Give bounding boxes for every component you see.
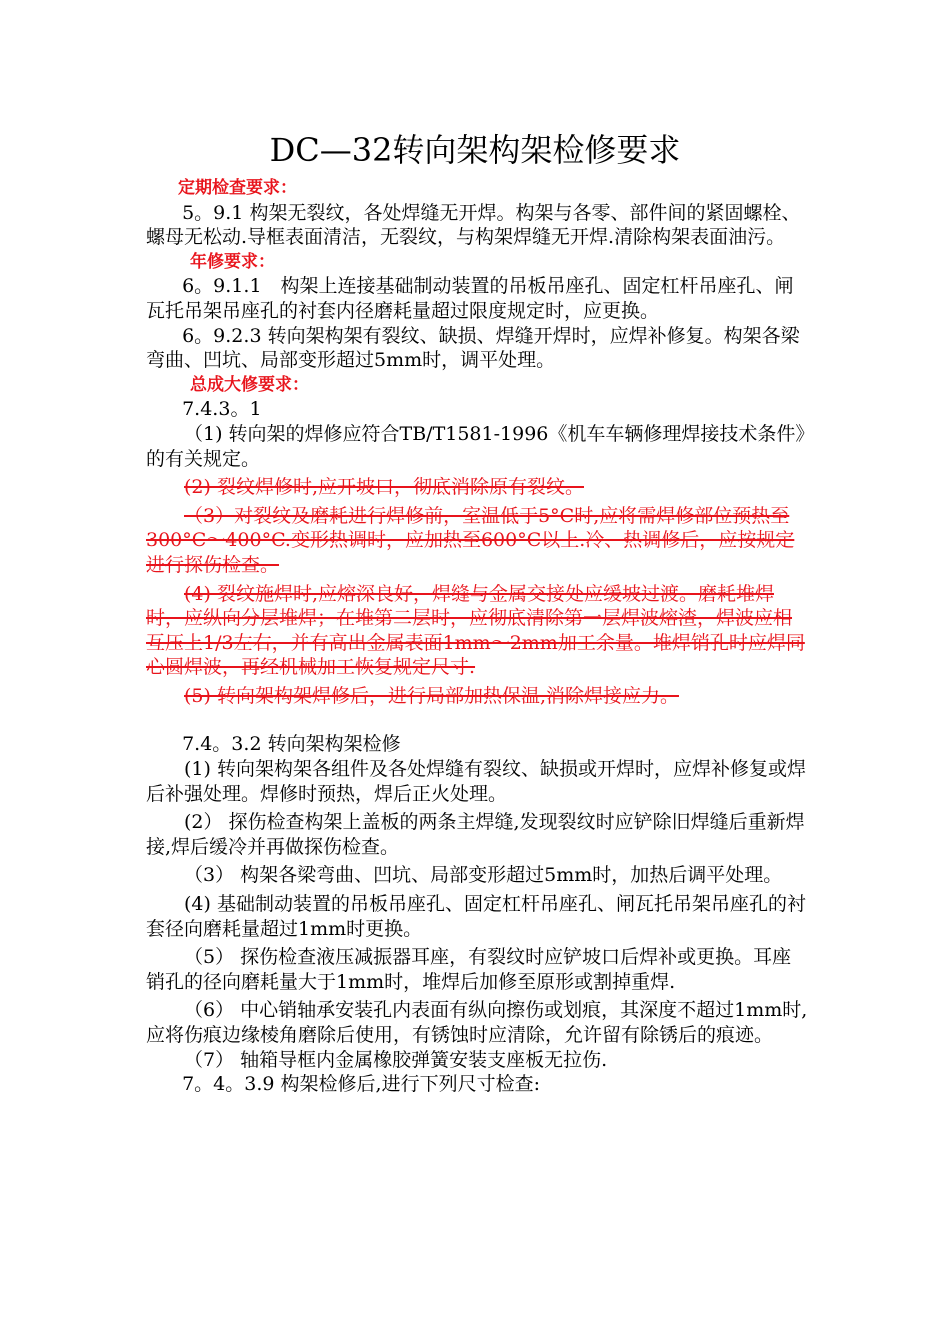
repair-item-2: (2） 探伤检查构架上盖板的两条主焊缝,发现裂纹时应铲除旧焊缝后重新焊接,焊后缓冷并再做探伤检查。 (146, 811, 805, 858)
annual-paragraph-2: 6。9.2.3 转向架构架有裂纹、缺损、焊缝开焊时，应焊补修复。构架各梁弯曲、凹坑、局部变形超过5mm时，调平处理。 (146, 324, 800, 372)
document-title: DC—32转向架构架检修要求 (269, 131, 681, 169)
clause-7439: 7。4。3.9 构架检修后,进行下列尺寸检查: (182, 1073, 540, 1096)
struck-item-5: (5) 转向架构架焊修后，进行局部加热保温,消除焊接应力。 (184, 684, 679, 707)
clause-7431: 7.4.3。1 (182, 398, 262, 421)
clause-7432: 7.4。3.2 转向架构架检修 (182, 733, 401, 756)
repair-item-6: （6） 中心销轴承安装孔内表面有纵向擦伤或划痕，其深度不超过1mm时,应将伤痕边缘棱角磨除后使用，有锈蚀时应清除，允许留有除锈后的痕迹。 (146, 999, 808, 1046)
overhaul-item-1: （1) 转向架的焊修应符合TB/T1581-1996《机车车辆修理焊接技术条件》的有关规定。 (146, 422, 805, 470)
repair-item-5: （5） 探伤检查液压减振器耳座，有裂纹时应铲坡口后焊补或更换。耳座销孔的径向磨耗量大于1mm时，堆焊后加修至原形或割掉重焊. (146, 946, 792, 993)
annual-paragraph-1: 6。9.1.1 构架上连接基础制动装置的吊板吊座孔、固定杠杆吊座孔、闸瓦托吊架吊座孔的衬套内径磨耗量超过限度规定时，应更换。 (146, 275, 794, 322)
repair-item-7: （7） 轴箱导框内金属橡胶弹簧安装支座板无拉伤. (184, 1048, 608, 1071)
periodic-heading: 定期检查要求： (178, 178, 297, 198)
annual-heading: 年修要求： (190, 251, 275, 272)
periodic-paragraph: 5。9.1 构架无裂纹，各处焊缝无开焊。构架与各零、部件间的紧固螺栓、螺母无松动.导框表面清洁，无裂纹，与构架焊缝无开焊.清除构架表面油污。 (146, 201, 801, 249)
overhaul-heading: 总成大修要求： (190, 374, 309, 395)
repair-item-3: （3） 构架各梁弯曲、凹坑、局部变形超过5mm时，加热后调平处理。 (184, 864, 783, 887)
document-body (146, 176, 810, 1097)
repair-item-1: (1) 转向架构架各组件及各处焊缝有裂纹、缺损或开焊时，应焊补修复或焊后补强处理。焊修时预热，焊后正火处理。 (146, 758, 806, 805)
struck-item-2: (2) 裂纹焊修时,应开坡口，彻底消除原有裂纹。 (184, 476, 584, 499)
struck-item-3: （3）对裂纹及磨耗进行焊修前，室温低于5°C时,应将需焊修部位预热至300°C～400°C.变形热调时，应加热至600°C以上.冷、热调修后，应按规定进行探伤检查。 (146, 504, 795, 576)
struck-item-4: (4) 裂纹施焊时,应熔深良好，焊缝与金属交接处应缓坡过渡。磨耗堆焊时，应纵向分层堆焊；在堆第二层时，应彻底清除第一层焊波熔渣，焊波应相互压上1/3左右，并有高出金属表面1mm～2mm加工余量。堆焊销孔时应焊同心圆焊波，再经机械加工恢复规定尺寸. (146, 582, 805, 679)
repair-item-4: (4) 基础制动装置的吊板吊座孔、固定杠杆吊座孔、闸瓦托吊架吊座孔的衬套径向磨耗量超过1mm时更换。 (146, 893, 806, 940)
